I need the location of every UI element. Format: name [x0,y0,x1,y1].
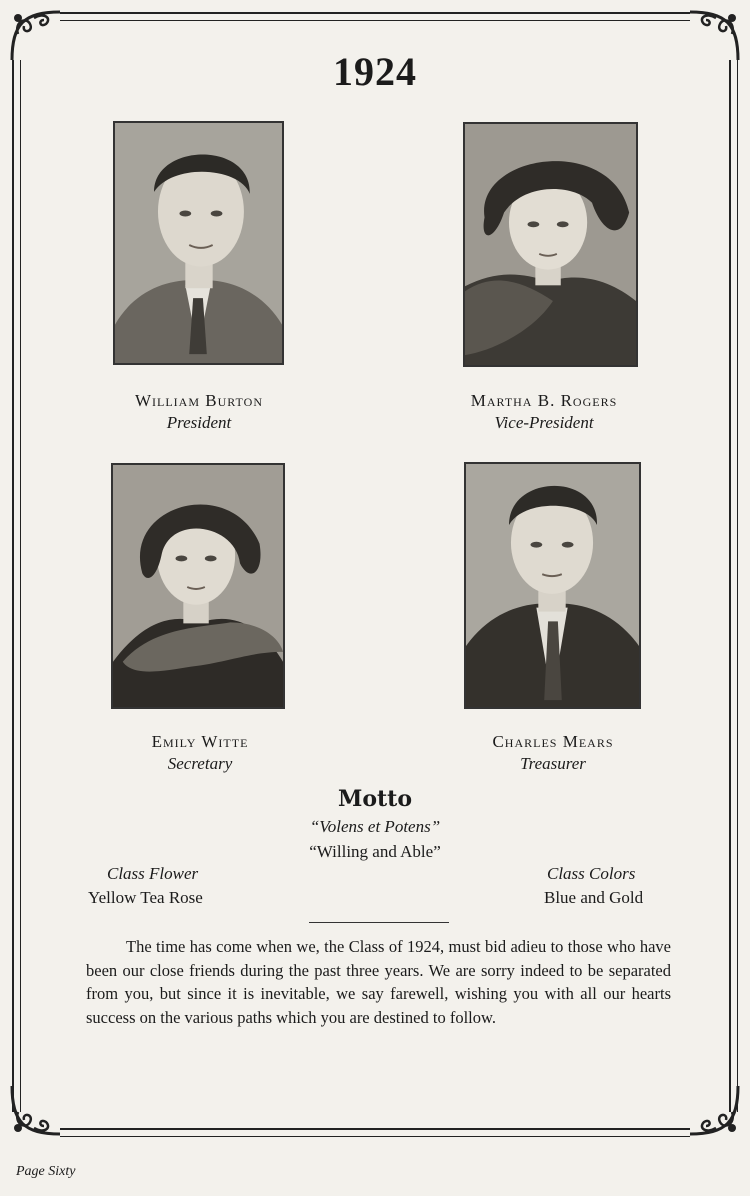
border-bottom [60,1128,690,1137]
class-flower-value: Yellow Tea Rose [88,888,203,907]
portrait-photo [463,122,638,367]
page-title: 1924 [333,49,417,94]
corner-ornament-icon [682,1078,746,1142]
portrait-photo [111,463,285,709]
page-number: Page Sixty [16,1164,76,1179]
officer-name: William Burton [134,391,264,410]
motto-english: “Willing and Able” [309,842,441,861]
border-top [60,12,690,21]
class-flower-label: Class Flower [107,864,199,883]
farewell-paragraph: The time has come when we, the Class of 1924, must bid adieu to those who have been our close friends during the past three years. We are sorry indeed to be separated from you, but since it is inevitable, we say farewell, wishing you with all our hearts success on the various paths which you are destined to follow. [86,937,671,1027]
class-colors-value: Blue and Gold [544,888,644,907]
officer-role: Treasurer [520,754,586,773]
officer-name: Emily Witte [151,732,249,751]
officer-name: Charles Mears [492,732,614,751]
divider [309,922,449,923]
officer-caption [423,731,683,775]
officer-name: Martha B. Rogers [470,391,618,410]
corner-ornament-icon [4,1078,68,1142]
portrait-photo [113,121,284,365]
motto-latin: “Volens et Potens” [309,817,441,836]
class-colors-label: Class Colors [547,864,636,883]
officer-role: Vice-President [494,413,594,432]
border-left [12,60,21,1112]
motto-heading: Motto [337,786,413,812]
border-right [729,60,738,1112]
officer-caption [70,731,330,775]
officer-role: Secretary [167,754,233,773]
officer-caption [414,390,674,434]
portrait-photo [464,462,641,709]
officer-caption [69,390,329,434]
officer-role: President [166,413,232,432]
